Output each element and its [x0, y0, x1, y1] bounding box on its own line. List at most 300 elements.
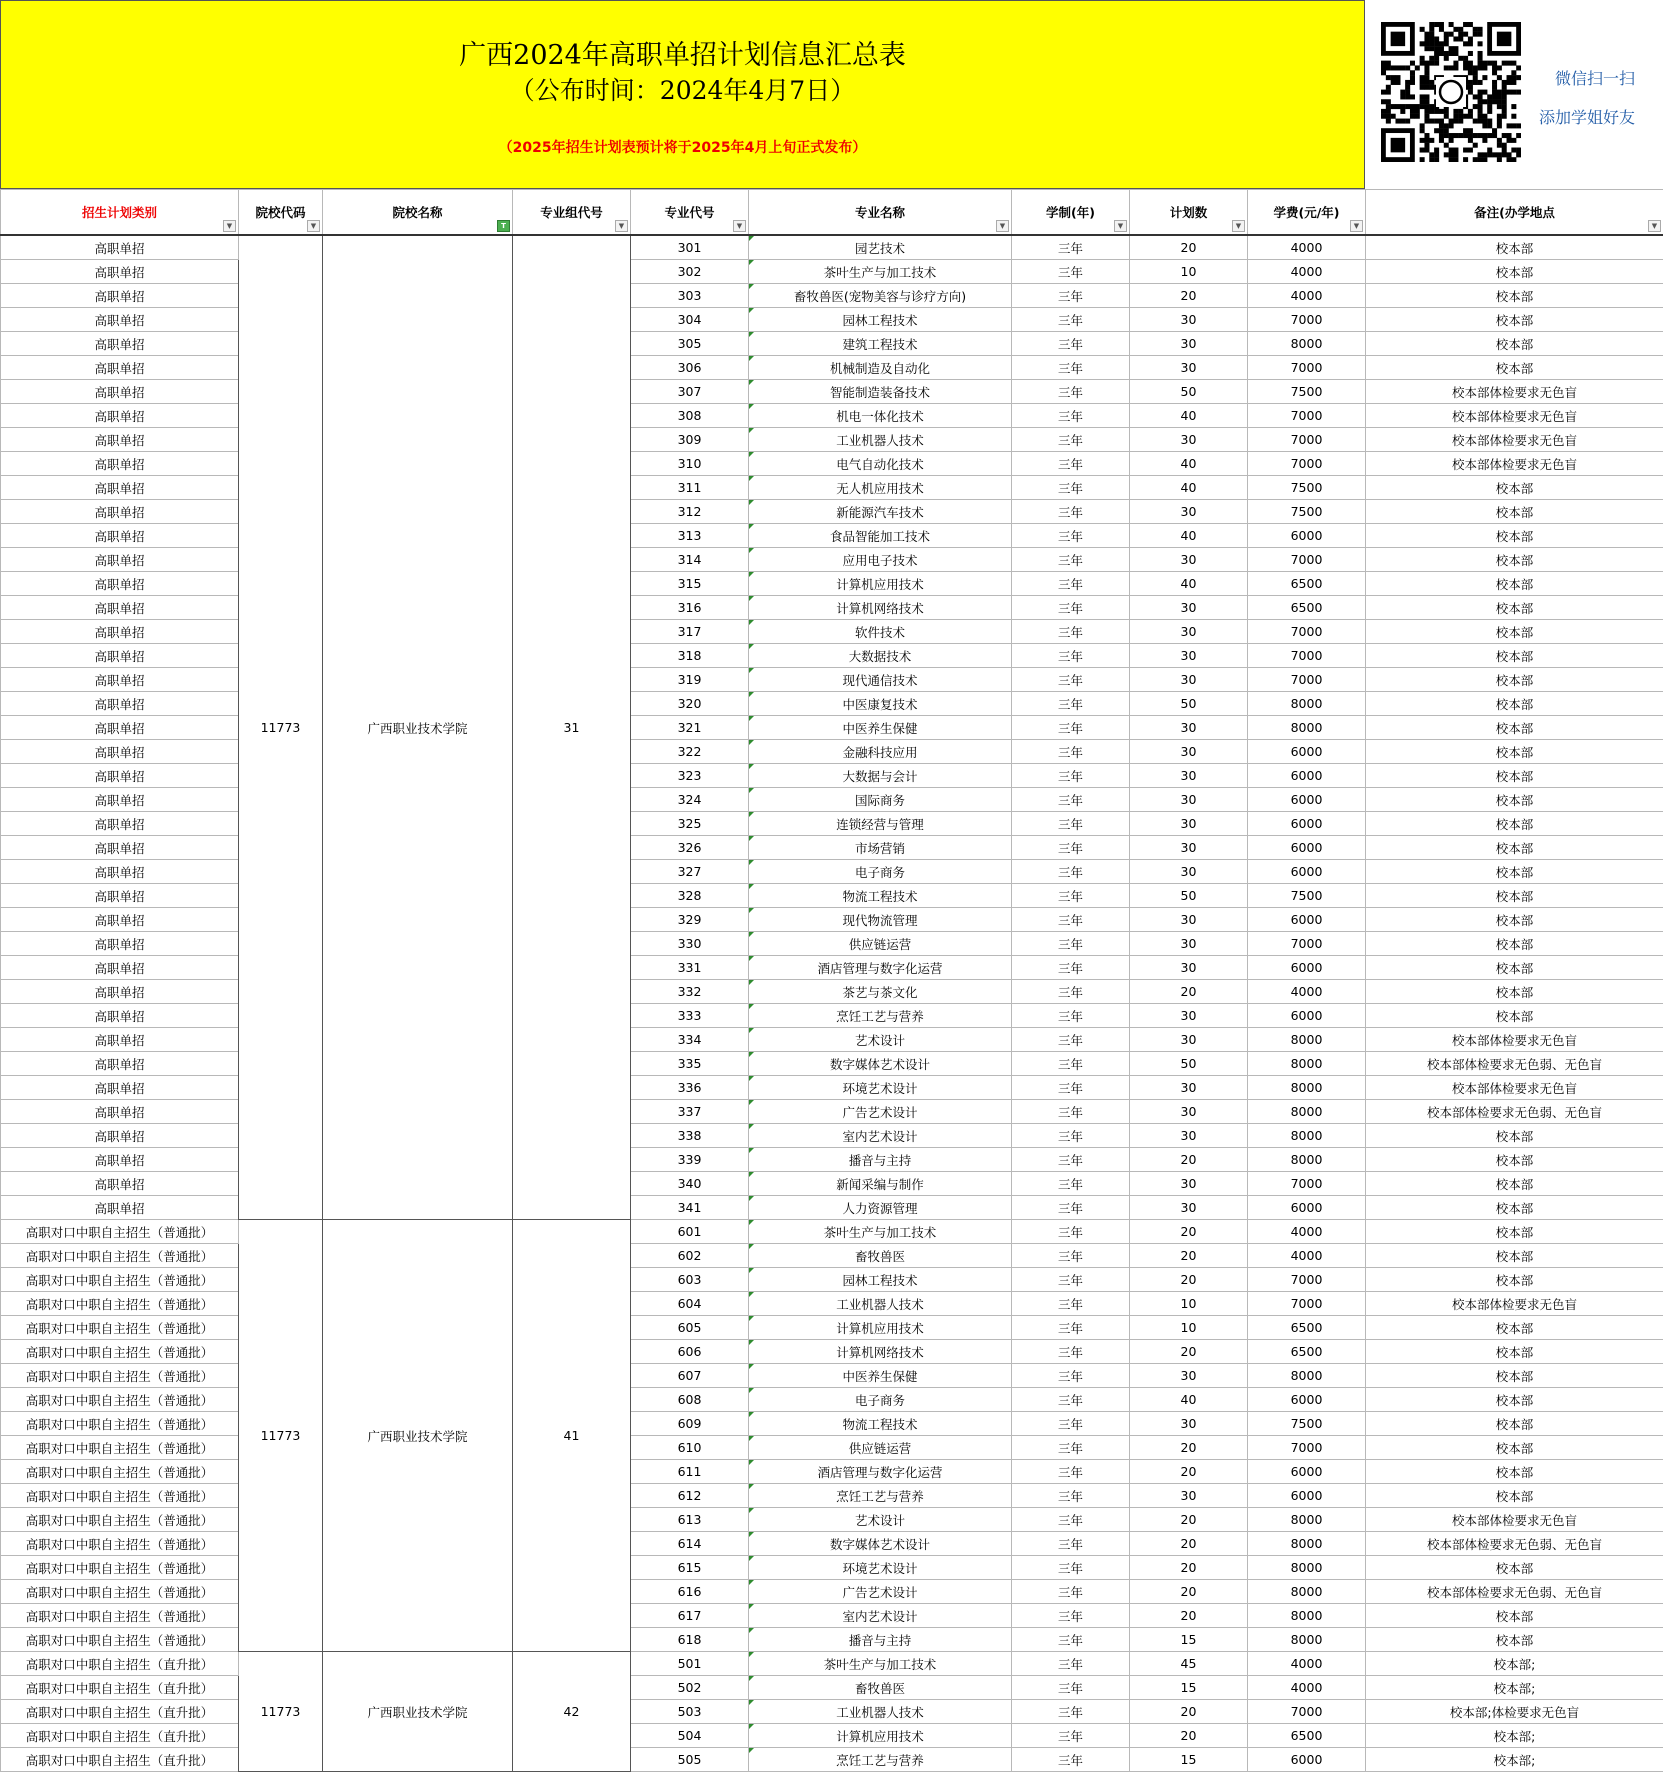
cell-tuition[interactable]: 7000 [1248, 1700, 1366, 1724]
filter-active-icon[interactable]: T [497, 220, 510, 232]
cell-plan-count[interactable]: 20 [1130, 1508, 1248, 1532]
cell-tuition[interactable]: 7000 [1248, 932, 1366, 956]
cell-tuition[interactable]: 6000 [1248, 1388, 1366, 1412]
cell-remark[interactable]: 校本部 [1366, 1220, 1663, 1244]
cell-remark[interactable]: 校本部 [1366, 308, 1663, 332]
cell-duration[interactable]: 三年 [1012, 932, 1130, 956]
cell-major-code[interactable]: 330 [631, 932, 749, 956]
cell-remark[interactable]: 校本部 [1366, 1148, 1663, 1172]
cell-remark[interactable]: 校本部; [1366, 1748, 1663, 1772]
cell-remark[interactable]: 校本部;体检要求无色盲 [1366, 1700, 1663, 1724]
cell-remark[interactable]: 校本部 [1366, 1172, 1663, 1196]
cell-major-code[interactable]: 503 [631, 1700, 749, 1724]
cell-major-name[interactable]: 连锁经营与管理 [749, 812, 1012, 836]
cell-major-code[interactable]: 602 [631, 1244, 749, 1268]
cell-remark[interactable]: 校本部体检要求无色盲 [1366, 1508, 1663, 1532]
cell-tuition[interactable]: 7000 [1248, 1436, 1366, 1460]
cell-plan-count[interactable]: 40 [1130, 404, 1248, 428]
cell-duration[interactable]: 三年 [1012, 1268, 1130, 1292]
cell-tuition[interactable]: 7000 [1248, 548, 1366, 572]
cell-remark[interactable]: 校本部 [1366, 980, 1663, 1004]
cell-category[interactable]: 高职对口中职自主招生（普通批） [1, 1484, 239, 1508]
cell-tuition[interactable]: 6000 [1248, 524, 1366, 548]
cell-duration[interactable]: 三年 [1012, 764, 1130, 788]
cell-remark[interactable]: 校本部体检要求无色盲 [1366, 1028, 1663, 1052]
cell-plan-count[interactable]: 40 [1130, 452, 1248, 476]
cell-major-code[interactable]: 618 [631, 1628, 749, 1652]
cell-remark[interactable]: 校本部 [1366, 692, 1663, 716]
cell-major-name[interactable]: 食品智能加工技术 [749, 524, 1012, 548]
cell-duration[interactable]: 三年 [1012, 1724, 1130, 1748]
cell-major-code[interactable]: 309 [631, 428, 749, 452]
cell-major-name[interactable]: 物流工程技术 [749, 1412, 1012, 1436]
cell-tuition[interactable]: 6000 [1248, 956, 1366, 980]
cell-tuition[interactable]: 6500 [1248, 596, 1366, 620]
cell-duration[interactable]: 三年 [1012, 1004, 1130, 1028]
cell-major-code[interactable]: 613 [631, 1508, 749, 1532]
cell-category[interactable]: 高职单招 [1, 812, 239, 836]
cell-remark[interactable]: 校本部 [1366, 908, 1663, 932]
cell-major-name[interactable]: 新闻采编与制作 [749, 1172, 1012, 1196]
cell-duration[interactable]: 三年 [1012, 380, 1130, 404]
cell-major-code[interactable]: 338 [631, 1124, 749, 1148]
cell-plan-count[interactable]: 20 [1130, 980, 1248, 1004]
cell-major-name[interactable]: 国际商务 [749, 788, 1012, 812]
cell-major-name[interactable]: 广告艺术设计 [749, 1580, 1012, 1604]
cell-remark[interactable]: 校本部 [1366, 1316, 1663, 1340]
cell-tuition[interactable]: 6000 [1248, 1196, 1366, 1220]
cell-category[interactable]: 高职单招 [1, 500, 239, 524]
cell-major-code[interactable]: 615 [631, 1556, 749, 1580]
cell-remark[interactable]: 校本部 [1366, 1364, 1663, 1388]
cell-tuition[interactable]: 7000 [1248, 404, 1366, 428]
cell-major-name[interactable]: 茶艺与茶文化 [749, 980, 1012, 1004]
cell-major-name[interactable]: 酒店管理与数字化运营 [749, 1460, 1012, 1484]
cell-major-name[interactable]: 金融科技应用 [749, 740, 1012, 764]
cell-tuition[interactable]: 8000 [1248, 1628, 1366, 1652]
cell-plan-count[interactable]: 50 [1130, 692, 1248, 716]
cell-major-code[interactable]: 325 [631, 812, 749, 836]
cell-major-code[interactable]: 326 [631, 836, 749, 860]
cell-category[interactable]: 高职单招 [1, 1148, 239, 1172]
cell-tuition[interactable]: 6000 [1248, 812, 1366, 836]
cell-duration[interactable]: 三年 [1012, 452, 1130, 476]
cell-remark[interactable]: 校本部 [1366, 1436, 1663, 1460]
cell-major-name[interactable]: 中医养生保健 [749, 716, 1012, 740]
cell-major-name[interactable]: 环境艺术设计 [749, 1076, 1012, 1100]
cell-major-code[interactable]: 334 [631, 1028, 749, 1052]
cell-remark[interactable]: 校本部 [1366, 260, 1663, 284]
cell-tuition[interactable]: 8000 [1248, 1580, 1366, 1604]
cell-tuition[interactable]: 6000 [1248, 860, 1366, 884]
cell-duration[interactable]: 三年 [1012, 428, 1130, 452]
cell-category[interactable]: 高职对口中职自主招生（普通批） [1, 1268, 239, 1292]
cell-duration[interactable]: 三年 [1012, 644, 1130, 668]
cell-tuition[interactable]: 7000 [1248, 356, 1366, 380]
cell-tuition[interactable]: 8000 [1248, 1076, 1366, 1100]
cell-plan-count[interactable]: 20 [1130, 1700, 1248, 1724]
cell-major-name[interactable]: 中医康复技术 [749, 692, 1012, 716]
cell-duration[interactable]: 三年 [1012, 1340, 1130, 1364]
cell-plan-count[interactable]: 30 [1130, 932, 1248, 956]
cell-category[interactable]: 高职对口中职自主招生（直升批） [1, 1676, 239, 1700]
cell-major-name[interactable]: 烹饪工艺与营养 [749, 1484, 1012, 1508]
cell-category[interactable]: 高职对口中职自主招生（直升批） [1, 1700, 239, 1724]
cell-remark[interactable]: 校本部 [1366, 644, 1663, 668]
cell-remark[interactable]: 校本部体检要求无色盲 [1366, 452, 1663, 476]
cell-plan-count[interactable]: 50 [1130, 1052, 1248, 1076]
cell-major-name[interactable]: 艺术设计 [749, 1028, 1012, 1052]
cell-plan-count[interactable]: 30 [1130, 500, 1248, 524]
cell-remark[interactable]: 校本部体检要求无色盲 [1366, 428, 1663, 452]
cell-tuition[interactable]: 6500 [1248, 1724, 1366, 1748]
cell-remark[interactable]: 校本部 [1366, 1244, 1663, 1268]
cell-major-name[interactable]: 室内艺术设计 [749, 1604, 1012, 1628]
cell-category[interactable]: 高职单招 [1, 284, 239, 308]
cell-major-code[interactable]: 317 [631, 620, 749, 644]
cell-plan-count[interactable]: 20 [1130, 284, 1248, 308]
cell-major-name[interactable]: 计算机应用技术 [749, 1316, 1012, 1340]
cell-tuition[interactable]: 4000 [1248, 260, 1366, 284]
cell-category[interactable]: 高职对口中职自主招生（普通批） [1, 1364, 239, 1388]
cell-major-code[interactable]: 312 [631, 500, 749, 524]
cell-remark[interactable]: 校本部体检要求无色弱、无色盲 [1366, 1052, 1663, 1076]
cell-duration[interactable]: 三年 [1012, 1628, 1130, 1652]
cell-tuition[interactable]: 8000 [1248, 1124, 1366, 1148]
cell-remark[interactable]: 校本部 [1366, 476, 1663, 500]
cell-major-name[interactable]: 烹饪工艺与营养 [749, 1004, 1012, 1028]
cell-plan-count[interactable]: 30 [1130, 308, 1248, 332]
cell-remark[interactable]: 校本部 [1366, 1268, 1663, 1292]
cell-category[interactable]: 高职对口中职自主招生（普通批） [1, 1340, 239, 1364]
cell-category[interactable]: 高职对口中职自主招生（普通批） [1, 1556, 239, 1580]
cell-plan-count[interactable]: 30 [1130, 860, 1248, 884]
cell-plan-count[interactable]: 30 [1130, 1004, 1248, 1028]
cell-plan-count[interactable]: 20 [1130, 1604, 1248, 1628]
cell-category[interactable]: 高职单招 [1, 836, 239, 860]
cell-major-name[interactable]: 建筑工程技术 [749, 332, 1012, 356]
cell-remark[interactable]: 校本部 [1366, 284, 1663, 308]
cell-major-code[interactable]: 324 [631, 788, 749, 812]
cell-tuition[interactable]: 7000 [1248, 620, 1366, 644]
cell-major-name[interactable]: 供应链运营 [749, 932, 1012, 956]
cell-category[interactable]: 高职单招 [1, 1028, 239, 1052]
cell-major-name[interactable]: 机械制造及自动化 [749, 356, 1012, 380]
cell-duration[interactable]: 三年 [1012, 692, 1130, 716]
cell-major-name[interactable]: 机电一体化技术 [749, 404, 1012, 428]
cell-remark[interactable]: 校本部 [1366, 956, 1663, 980]
cell-tuition[interactable]: 8000 [1248, 1052, 1366, 1076]
cell-major-code[interactable]: 341 [631, 1196, 749, 1220]
cell-category[interactable]: 高职单招 [1, 380, 239, 404]
cell-tuition[interactable]: 7500 [1248, 476, 1366, 500]
cell-plan-count[interactable]: 30 [1130, 1364, 1248, 1388]
cell-remark[interactable]: 校本部 [1366, 836, 1663, 860]
cell-category[interactable]: 高职单招 [1, 572, 239, 596]
column-header-school-code[interactable] [239, 190, 323, 236]
cell-plan-count[interactable]: 30 [1130, 908, 1248, 932]
cell-remark[interactable]: 校本部体检要求无色弱、无色盲 [1366, 1100, 1663, 1124]
cell-remark[interactable]: 校本部 [1366, 812, 1663, 836]
cell-plan-count[interactable]: 30 [1130, 1412, 1248, 1436]
cell-plan-count[interactable]: 30 [1130, 644, 1248, 668]
cell-plan-count[interactable]: 20 [1130, 1580, 1248, 1604]
cell-duration[interactable]: 三年 [1012, 500, 1130, 524]
cell-major-code[interactable]: 504 [631, 1724, 749, 1748]
cell-major-name[interactable]: 畜牧兽医 [749, 1676, 1012, 1700]
cell-plan-count[interactable]: 15 [1130, 1628, 1248, 1652]
cell-category[interactable]: 高职单招 [1, 596, 239, 620]
cell-plan-count[interactable]: 10 [1130, 260, 1248, 284]
cell-remark[interactable]: 校本部体检要求无色盲 [1366, 1076, 1663, 1100]
cell-major-name[interactable]: 物流工程技术 [749, 884, 1012, 908]
cell-tuition[interactable]: 6000 [1248, 740, 1366, 764]
cell-category[interactable]: 高职单招 [1, 668, 239, 692]
cell-plan-count[interactable]: 30 [1130, 812, 1248, 836]
cell-tuition[interactable]: 6500 [1248, 1340, 1366, 1364]
column-header-major-name[interactable] [749, 190, 1012, 236]
cell-category[interactable]: 高职单招 [1, 308, 239, 332]
cell-plan-count[interactable]: 20 [1130, 235, 1248, 260]
cell-major-name[interactable]: 茶叶生产与加工技术 [749, 1220, 1012, 1244]
cell-remark[interactable]: 校本部 [1366, 356, 1663, 380]
cell-major-name[interactable]: 茶叶生产与加工技术 [749, 1652, 1012, 1676]
cell-duration[interactable]: 三年 [1012, 1700, 1130, 1724]
cell-major-code[interactable]: 318 [631, 644, 749, 668]
cell-plan-count[interactable]: 20 [1130, 1268, 1248, 1292]
cell-remark[interactable]: 校本部 [1366, 1556, 1663, 1580]
cell-category[interactable]: 高职单招 [1, 1100, 239, 1124]
cell-tuition[interactable]: 6000 [1248, 1748, 1366, 1772]
cell-major-code[interactable]: 310 [631, 452, 749, 476]
cell-plan-count[interactable]: 30 [1130, 788, 1248, 812]
cell-major-code[interactable]: 315 [631, 572, 749, 596]
cell-tuition[interactable]: 8000 [1248, 1532, 1366, 1556]
cell-duration[interactable]: 三年 [1012, 1100, 1130, 1124]
cell-major-code[interactable]: 505 [631, 1748, 749, 1772]
cell-remark[interactable]: 校本部; [1366, 1676, 1663, 1700]
cell-major-name[interactable]: 大数据与会计 [749, 764, 1012, 788]
cell-category[interactable]: 高职单招 [1, 1004, 239, 1028]
cell-major-name[interactable]: 园艺技术 [749, 235, 1012, 260]
cell-tuition[interactable]: 7000 [1248, 1268, 1366, 1292]
cell-plan-count[interactable]: 30 [1130, 956, 1248, 980]
cell-duration[interactable]: 三年 [1012, 1196, 1130, 1220]
cell-major-code[interactable]: 609 [631, 1412, 749, 1436]
cell-major-name[interactable]: 烹饪工艺与营养 [749, 1748, 1012, 1772]
cell-duration[interactable]: 三年 [1012, 788, 1130, 812]
cell-tuition[interactable]: 8000 [1248, 1148, 1366, 1172]
cell-duration[interactable]: 三年 [1012, 884, 1130, 908]
cell-remark[interactable]: 校本部体检要求无色盲 [1366, 1292, 1663, 1316]
cell-major-code[interactable]: 306 [631, 356, 749, 380]
cell-duration[interactable]: 三年 [1012, 1652, 1130, 1676]
cell-category[interactable]: 高职对口中职自主招生（普通批） [1, 1532, 239, 1556]
cell-remark[interactable]: 校本部 [1366, 932, 1663, 956]
cell-major-code[interactable]: 321 [631, 716, 749, 740]
cell-category[interactable]: 高职单招 [1, 908, 239, 932]
cell-category[interactable]: 高职单招 [1, 356, 239, 380]
cell-category[interactable]: 高职对口中职自主招生（普通批） [1, 1292, 239, 1316]
cell-plan-count[interactable]: 30 [1130, 548, 1248, 572]
cell-plan-count[interactable]: 15 [1130, 1748, 1248, 1772]
cell-plan-count[interactable]: 30 [1130, 716, 1248, 740]
cell-tuition[interactable]: 6000 [1248, 1004, 1366, 1028]
cell-remark[interactable]: 校本部 [1366, 1604, 1663, 1628]
cell-tuition[interactable]: 4000 [1248, 980, 1366, 1004]
cell-major-code[interactable]: 331 [631, 956, 749, 980]
cell-category[interactable]: 高职对口中职自主招生（普通批） [1, 1604, 239, 1628]
cell-tuition[interactable]: 6000 [1248, 908, 1366, 932]
cell-major-code[interactable]: 617 [631, 1604, 749, 1628]
cell-major-code[interactable]: 337 [631, 1100, 749, 1124]
cell-major-name[interactable]: 播音与主持 [749, 1628, 1012, 1652]
cell-plan-count[interactable]: 20 [1130, 1556, 1248, 1580]
cell-plan-count[interactable]: 20 [1130, 1532, 1248, 1556]
cell-duration[interactable]: 三年 [1012, 1388, 1130, 1412]
cell-tuition[interactable]: 6000 [1248, 836, 1366, 860]
cell-major-code[interactable]: 607 [631, 1364, 749, 1388]
cell-plan-count[interactable]: 20 [1130, 1220, 1248, 1244]
cell-tuition[interactable]: 8000 [1248, 1508, 1366, 1532]
cell-category[interactable]: 高职对口中职自主招生（普通批） [1, 1244, 239, 1268]
cell-major-name[interactable]: 工业机器人技术 [749, 1700, 1012, 1724]
cell-duration[interactable]: 三年 [1012, 524, 1130, 548]
column-header-tuition[interactable] [1248, 190, 1366, 236]
cell-tuition[interactable]: 8000 [1248, 716, 1366, 740]
cell-major-code[interactable]: 304 [631, 308, 749, 332]
cell-category[interactable]: 高职单招 [1, 1076, 239, 1100]
cell-tuition[interactable]: 6500 [1248, 572, 1366, 596]
cell-plan-count[interactable]: 30 [1130, 1196, 1248, 1220]
cell-major-name[interactable]: 现代物流管理 [749, 908, 1012, 932]
cell-major-name[interactable]: 园林工程技术 [749, 1268, 1012, 1292]
cell-major-code[interactable]: 603 [631, 1268, 749, 1292]
cell-category[interactable]: 高职单招 [1, 980, 239, 1004]
cell-remark[interactable]: 校本部体检要求无色弱、无色盲 [1366, 1580, 1663, 1604]
cell-remark[interactable]: 校本部 [1366, 1340, 1663, 1364]
cell-category[interactable]: 高职对口中职自主招生（普通批） [1, 1316, 239, 1340]
cell-school-name[interactable]: 广西职业技术学院 [323, 1220, 513, 1652]
cell-major-code[interactable]: 329 [631, 908, 749, 932]
cell-school-name[interactable]: 广西职业技术学院 [323, 235, 513, 1220]
cell-duration[interactable]: 三年 [1012, 1436, 1130, 1460]
cell-category[interactable]: 高职单招 [1, 548, 239, 572]
cell-tuition[interactable]: 4000 [1248, 1652, 1366, 1676]
cell-tuition[interactable]: 7000 [1248, 308, 1366, 332]
cell-remark[interactable]: 校本部 [1366, 1124, 1663, 1148]
cell-category[interactable]: 高职单招 [1, 235, 239, 260]
cell-plan-count[interactable]: 50 [1130, 380, 1248, 404]
cell-remark[interactable]: 校本部 [1366, 668, 1663, 692]
cell-plan-count[interactable]: 30 [1130, 764, 1248, 788]
cell-duration[interactable]: 三年 [1012, 1508, 1130, 1532]
cell-category[interactable]: 高职单招 [1, 404, 239, 428]
cell-duration[interactable]: 三年 [1012, 1244, 1130, 1268]
cell-remark[interactable]: 校本部体检要求无色弱、无色盲 [1366, 1532, 1663, 1556]
cell-duration[interactable]: 三年 [1012, 284, 1130, 308]
cell-duration[interactable]: 三年 [1012, 1460, 1130, 1484]
cell-category[interactable]: 高职单招 [1, 452, 239, 476]
cell-major-code[interactable]: 301 [631, 235, 749, 260]
cell-duration[interactable]: 三年 [1012, 476, 1130, 500]
cell-tuition[interactable]: 8000 [1248, 1604, 1366, 1628]
cell-category[interactable]: 高职单招 [1, 932, 239, 956]
cell-major-name[interactable]: 计算机网络技术 [749, 1340, 1012, 1364]
cell-major-name[interactable]: 人力资源管理 [749, 1196, 1012, 1220]
cell-major-code[interactable]: 333 [631, 1004, 749, 1028]
cell-plan-count[interactable]: 30 [1130, 332, 1248, 356]
cell-plan-count[interactable]: 30 [1130, 1100, 1248, 1124]
cell-tuition[interactable]: 7000 [1248, 428, 1366, 452]
column-header-major-code[interactable] [631, 190, 749, 236]
cell-tuition[interactable]: 6500 [1248, 1316, 1366, 1340]
cell-duration[interactable]: 三年 [1012, 1412, 1130, 1436]
cell-duration[interactable]: 三年 [1012, 1580, 1130, 1604]
cell-duration[interactable]: 三年 [1012, 620, 1130, 644]
cell-tuition[interactable]: 7000 [1248, 644, 1366, 668]
cell-major-code[interactable]: 339 [631, 1148, 749, 1172]
cell-category[interactable]: 高职单招 [1, 476, 239, 500]
cell-category[interactable]: 高职单招 [1, 332, 239, 356]
cell-remark[interactable]: 校本部 [1366, 860, 1663, 884]
cell-duration[interactable]: 三年 [1012, 1148, 1130, 1172]
cell-category[interactable]: 高职单招 [1, 884, 239, 908]
cell-tuition[interactable]: 7000 [1248, 1292, 1366, 1316]
cell-duration[interactable]: 三年 [1012, 1532, 1130, 1556]
cell-duration[interactable]: 三年 [1012, 1172, 1130, 1196]
cell-major-code[interactable]: 336 [631, 1076, 749, 1100]
cell-category[interactable]: 高职单招 [1, 260, 239, 284]
cell-major-name[interactable]: 智能制造装备技术 [749, 380, 1012, 404]
cell-remark[interactable]: 校本部体检要求无色盲 [1366, 404, 1663, 428]
cell-remark[interactable]: 校本部体检要求无色盲 [1366, 380, 1663, 404]
cell-tuition[interactable]: 4000 [1248, 1220, 1366, 1244]
cell-major-name[interactable]: 工业机器人技术 [749, 428, 1012, 452]
cell-tuition[interactable]: 4000 [1248, 235, 1366, 260]
cell-duration[interactable]: 三年 [1012, 1220, 1130, 1244]
cell-major-code[interactable]: 606 [631, 1340, 749, 1364]
cell-plan-count[interactable]: 20 [1130, 1244, 1248, 1268]
cell-major-code[interactable]: 307 [631, 380, 749, 404]
cell-tuition[interactable]: 6000 [1248, 1484, 1366, 1508]
cell-major-code[interactable]: 605 [631, 1316, 749, 1340]
cell-tuition[interactable]: 6000 [1248, 788, 1366, 812]
cell-group-code[interactable]: 41 [513, 1220, 631, 1652]
cell-plan-count[interactable]: 20 [1130, 1148, 1248, 1172]
cell-remark[interactable]: 校本部 [1366, 572, 1663, 596]
cell-remark[interactable]: 校本部 [1366, 1196, 1663, 1220]
cell-major-code[interactable]: 314 [631, 548, 749, 572]
cell-tuition[interactable]: 7500 [1248, 884, 1366, 908]
cell-duration[interactable]: 三年 [1012, 596, 1130, 620]
cell-remark[interactable]: 校本部 [1366, 235, 1663, 260]
filter-dropdown-icon[interactable]: ▼ [733, 220, 746, 232]
cell-major-name[interactable]: 计算机网络技术 [749, 596, 1012, 620]
cell-remark[interactable]: 校本部 [1366, 884, 1663, 908]
cell-remark[interactable]: 校本部 [1366, 500, 1663, 524]
cell-tuition[interactable]: 4000 [1248, 284, 1366, 308]
cell-duration[interactable]: 三年 [1012, 956, 1130, 980]
cell-remark[interactable]: 校本部 [1366, 1484, 1663, 1508]
cell-major-code[interactable]: 340 [631, 1172, 749, 1196]
cell-school-name[interactable]: 广西职业技术学院 [323, 1652, 513, 1772]
cell-major-code[interactable]: 302 [631, 260, 749, 284]
cell-duration[interactable]: 三年 [1012, 1076, 1130, 1100]
cell-duration[interactable]: 三年 [1012, 260, 1130, 284]
cell-remark[interactable]: 校本部 [1366, 524, 1663, 548]
cell-duration[interactable]: 三年 [1012, 1292, 1130, 1316]
